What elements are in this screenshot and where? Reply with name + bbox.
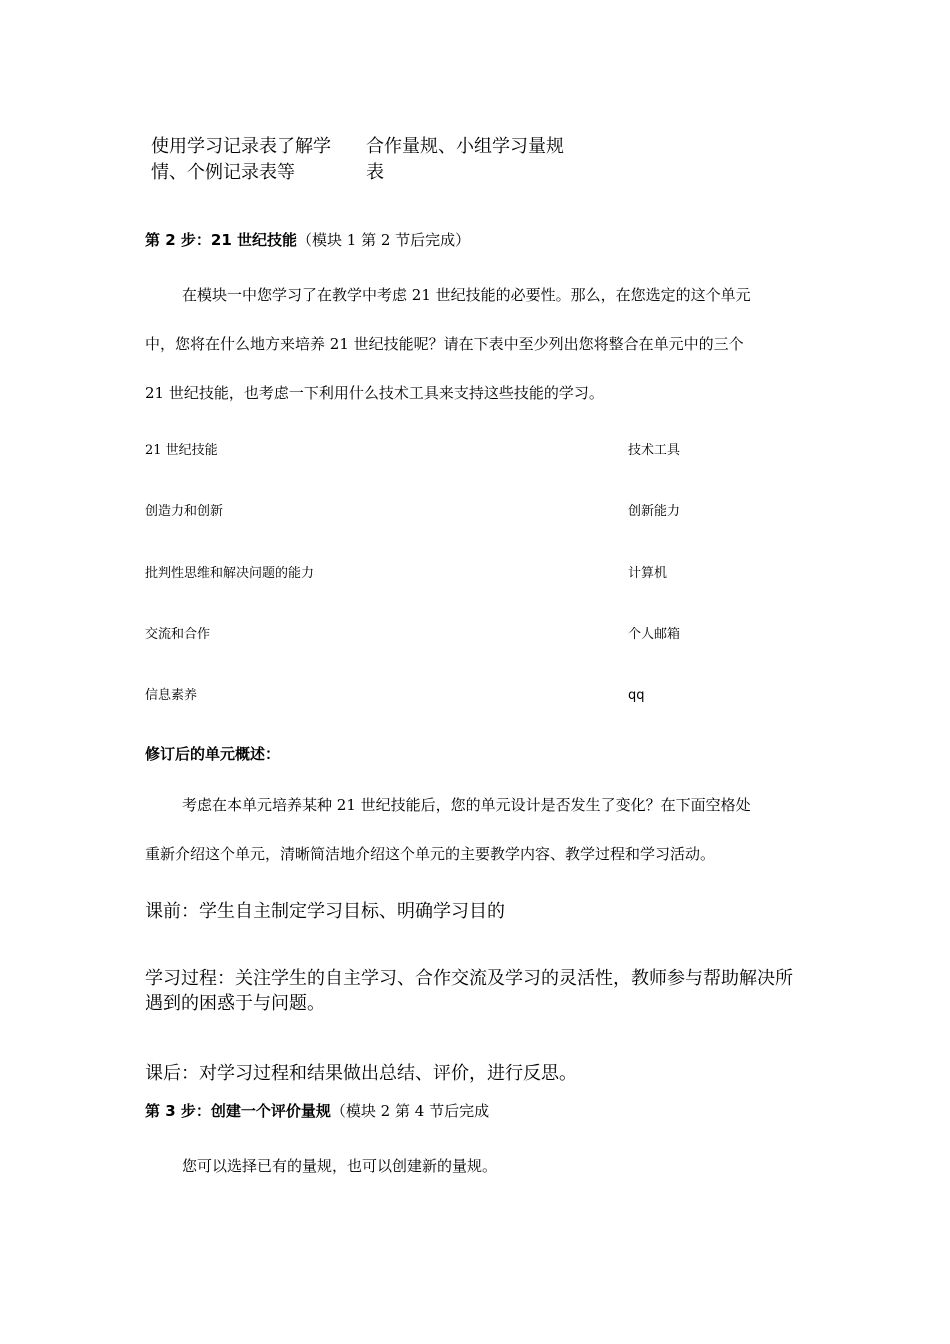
step3-title: 创建一个评价量规 — [210, 1102, 331, 1120]
step2-label: 第 2 步： — [145, 231, 211, 249]
table-cell-tool: 计算机 — [628, 566, 668, 581]
table-cell-skill: 批判性思维和解决问题的能力 — [145, 566, 315, 581]
step2-title: 21 世纪技能 — [210, 231, 297, 249]
table-cell-tool: 个人邮箱 — [628, 627, 681, 642]
table-header-skill: 21 世纪技能 — [145, 443, 218, 458]
revised-intro-line2: 重新介绍这个单元，清晰简洁地介绍这个单元的主要教学内容、教学过程和学习活动。 — [145, 845, 716, 863]
step2-intro-line1: 在模块一中您学习了在教学中考虑 21 世纪技能的必要性。那么，在您选定的这个单元 — [182, 286, 751, 304]
overview-learning-process: 学习过程：关注学生的自主学习、合作交流及学习的灵活性，教师参与帮助解决所遇到的困惑于与问题。 — [145, 968, 793, 1014]
table-cell-skill: 创造力和创新 — [145, 504, 224, 519]
step3-intro: 您可以选择已有的量规，也可以创建新的量规。 — [182, 1157, 498, 1175]
step3-note: （模块 2 第 4 节后完成 — [330, 1102, 490, 1120]
revised-overview-title-text: 修订后的单元概述： — [145, 745, 281, 763]
table-cell-tool: qq — [628, 688, 645, 703]
step2-intro-line2: 中，您将在什么地方来培养 21 世纪技能呢？请在下表中至少列出您将整合在单元中的三个 — [145, 335, 744, 353]
overview-after-class: 课后：对学习过程和结果做出总结、评价，进行反思。 — [145, 1063, 577, 1084]
step2-intro-line3: 21 世纪技能，也考虑一下利用什么技术工具来支持这些技能的学习。 — [145, 384, 604, 402]
step3-label: 第 3 步： — [145, 1102, 211, 1120]
revised-intro-line1: 考虑在本单元培养某种 21 世纪技能后，您的单元设计是否发生了变化？在下面空格处 — [182, 796, 751, 814]
table-cell-skill: 交流和合作 — [145, 627, 211, 642]
revised-overview-title — [145, 744, 280, 764]
table-cell-skill: 信息素养 — [145, 688, 198, 703]
step2-heading — [145, 230, 470, 250]
table-header-tool: 技术工具 — [628, 443, 681, 458]
table-cell-tool: 创新能力 — [628, 504, 681, 519]
step2-note: （模块 1 第 2 节后完成） — [297, 231, 471, 249]
step3-heading — [145, 1101, 489, 1121]
table-cell-assessment-right: 合作量规、小组学习量规表 — [366, 136, 564, 183]
overview-before-class: 课前：学生自主制定学习目标、明确学习目的 — [145, 901, 505, 922]
table-cell-assessment-left: 使用学习记录表了解学情、个例记录表等 — [151, 136, 331, 183]
